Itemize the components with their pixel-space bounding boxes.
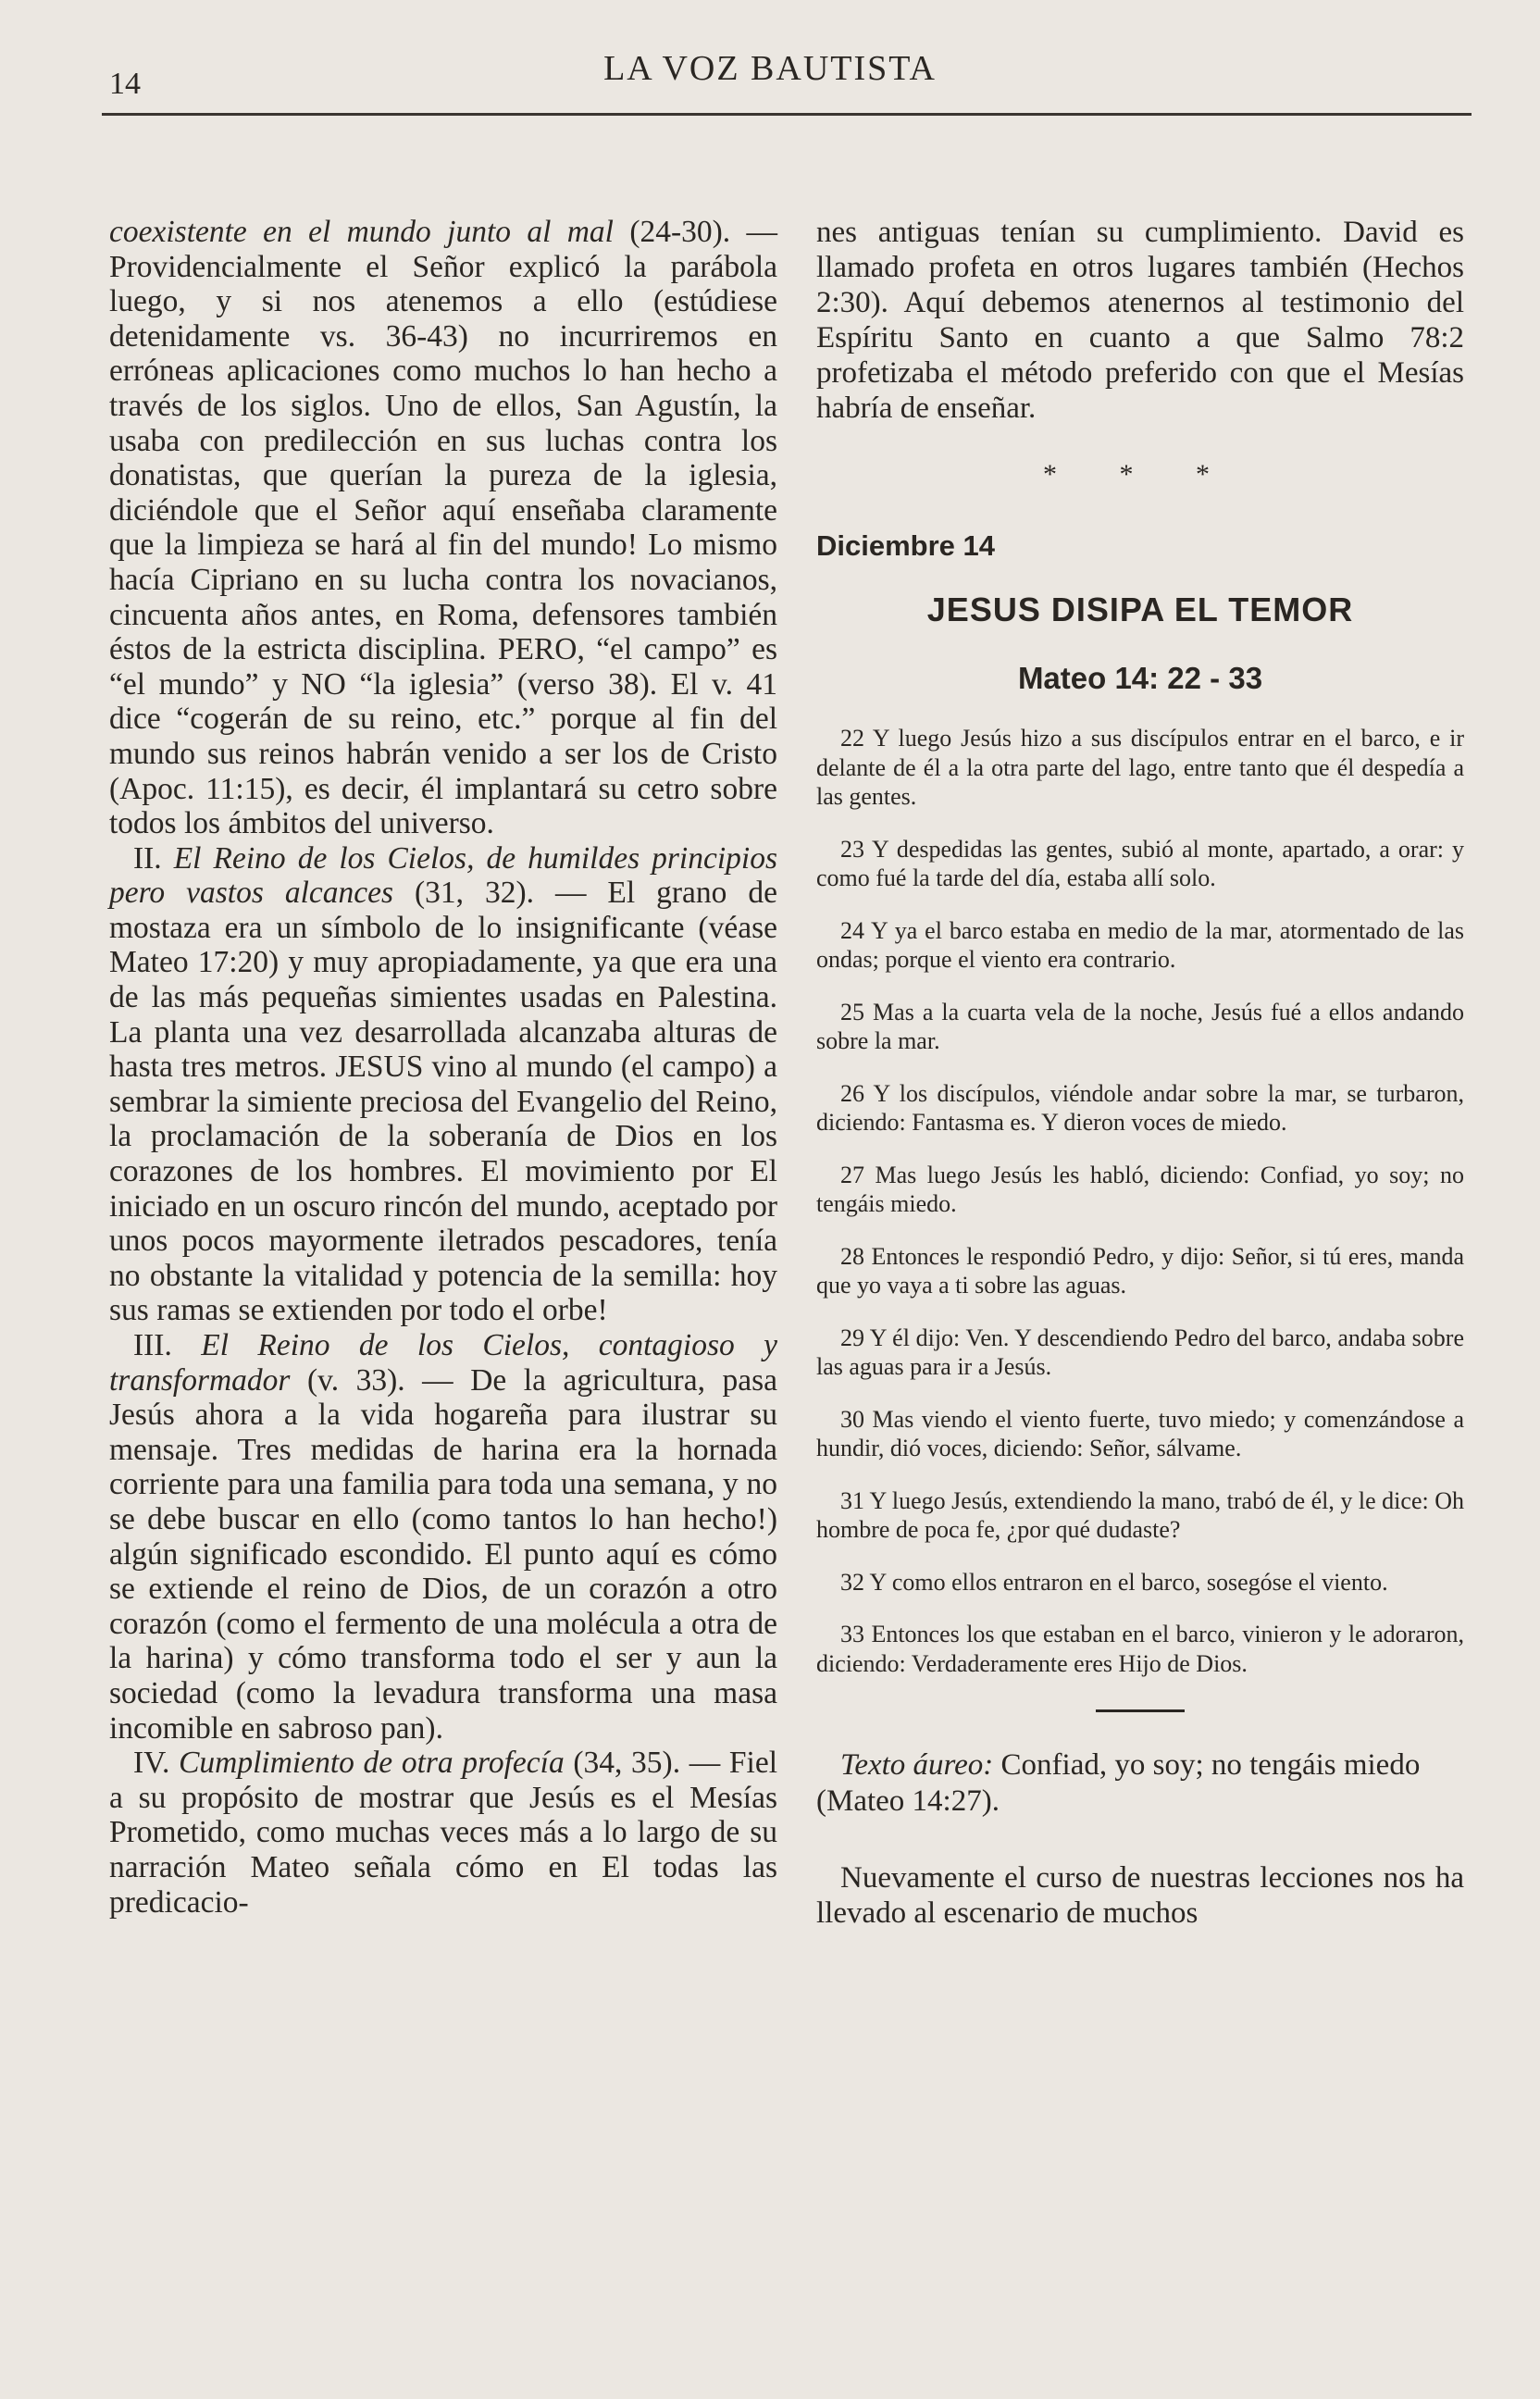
paragraph-closing: Nuevamente el curso de nuestras lecciones nos ha llevado al escenario de muchos <box>816 1861 1464 1930</box>
section-heading-italic: El Reino de los Cielos, de humildes principios pero vastos alcances <box>109 840 777 911</box>
lesson-date: Diciembre 14 <box>816 529 995 562</box>
section-number: IV. <box>133 1746 180 1781</box>
verse: 28 Entonces le respondió Pedro, y dijo: Señor, si tú eres, manda que yo vaya a ti sobre las aguas. <box>816 1242 1464 1299</box>
divider-rule <box>1096 1709 1185 1712</box>
running-title: LA VOZ BAUTISTA <box>603 49 937 88</box>
scripture-reference: Mateo 14: 22 - 33 <box>1017 661 1263 695</box>
paragraph-section-2 <box>109 841 777 1328</box>
verse: 30 Mas viendo el viento fuerte, tuvo miedo; y comenzándose a hundir, dió voces, diciendo: Señor, sálvame. <box>816 1405 1464 1461</box>
paragraph-text: (24-30). — Providencialmente el Señor explicó la parábola luego, y si nos atenemos a ello (estúdiese detenidamente vs. 36-43) no incurriremos en erróneas aplicaciones como muchos lo han hecho a través de los siglos. Uno de ellos, San Agustín, la usaba con predilección en sus luchas contra los donatistas, que querían la pureza de la iglesia, diciéndole que el Señor aquí enseñaba claramente que la limpieza se hará al fin del mundo! Lo mismo hacía Cipriano en su lucha contra los novacianos, cincuenta años antes, en Roma, defensores también éstos de la estricta disciplina. PERO, “el campo” es “el mundo” y NO “la iglesia” (verso 38). El v. 41 dice “cogerán de su reino, etc.” porque al fin del mundo sus reinos habrán venido a ser los de Cristo (Apoc. 11:15), es decir, él implantará su cetro sobre todos los ámbitos del universo. <box>109 215 777 841</box>
verse-list <box>816 724 1464 1678</box>
section-number: II. <box>133 840 174 876</box>
verse: 31 Y luego Jesús, extendiendo la mano, trabó de él, y le dice: Oh hombre de poca fe, ¿por qué dudaste? <box>816 1486 1464 1543</box>
verse: 24 Y ya el barco estaba en medio de la mar, atormentado de las ondas; porque el viento era contrario. <box>816 916 1464 973</box>
paragraph-section-3 <box>109 1328 777 1746</box>
verse: 23 Y despedidas las gentes, subió al monte, apartado, a orar: y como fué la tarde del día, estaba allí solo. <box>816 835 1464 891</box>
verse: 32 Y como ellos entraron en el barco, sosegóse el viento. <box>840 1568 1388 1596</box>
page-number: 14 <box>109 67 141 101</box>
paragraph-text: (31, 32). — El grano de mostaza era un símbolo de lo insignificante (véase Mateo 17:20) y muy apropiadamente, ya que era una de las más pequeñas simientes usadas en Palestina. La planta una vez desarrollada alcanzaba alturas de hasta tres metros. JESUS vino al mundo (el campo) a sembrar la simiente preciosa del Evangelio del Reino, la proclamación de la soberanía de Dios en los corazones de los hombres. El movimiento por El iniciado en un oscuro rincón del mundo, aceptado por unos pocos mayormente iletrados pescadores, tenía no obstante la vitalidad y potencia de la semilla: hoy sus ramas se extienden por todo el orbe! <box>109 876 777 1328</box>
paragraph-continued: nes antiguas tenían su cumplimiento. David es llamado profeta en otros lugares también (Hechos 2:30). Aquí debemos atenernos al testimonio del Espíritu Santo en cuanto a que Salmo 78:2 profetizaba el método preferido con que el Mesías habría de enseñar. <box>816 216 1464 425</box>
section-heading-italic: Cumplimiento de otra profecía <box>179 1746 565 1781</box>
verse: 25 Mas a la cuarta vela de la noche, Jesús fué a ellos andando sobre la mar. <box>816 998 1464 1054</box>
golden-text-label: Texto áureo: <box>840 1748 994 1782</box>
section-heading-italic: coexistente en el mundo junto al mal <box>109 215 614 249</box>
section-separator-stars: * * * <box>1043 459 1237 490</box>
verse: 29 Y él dijo: Ven. Y descendiendo Pedro del barco, andaba sobre las aguas para ir a Jesús. <box>816 1324 1464 1380</box>
right-column <box>816 215 1464 1931</box>
verse: 27 Mas luego Jesús les habló, diciendo: Confiad, yo soy; no tengáis miedo. <box>816 1161 1464 1217</box>
verse: 22 Y luego Jesús hizo a sus discípulos entrar en el barco, e ir delante de él a la otra parte del lago, entre tanto que él despedía a las gentes. <box>816 725 1464 810</box>
section-number: III. <box>133 1328 202 1362</box>
paragraph-continued <box>109 215 777 841</box>
section-heading-italic: El Reino de los Cielos, contagioso y transformador <box>109 1328 777 1398</box>
verse: 26 Y los discípulos, viéndole andar sobre la mar, se turbaron, diciendo: Fantasma es. Y dieron voces de miedo. <box>816 1079 1464 1136</box>
golden-text-verse: Confiad, yo soy; no tengáis miedo (Mateo 14:27). <box>816 1748 1421 1818</box>
paragraph-text: (34, 35). — Fiel a su propósito de mostrar que Jesús es el Mesías Prometido, como muchas veces más a lo largo de su narración Mateo señala cómo en El todas las predicacio- <box>109 1746 778 1920</box>
golden-text <box>816 1747 1464 1820</box>
lesson-title: JESUS DISIPA EL TEMOR <box>926 590 1354 628</box>
left-column <box>109 215 777 1920</box>
header-rule <box>102 113 1472 116</box>
paragraph-section-4 <box>109 1746 777 1920</box>
paragraph-text: (v. 33). — De la agricultura, pasa Jesús ahora a la vida hogareña para ilustrar su mensaje. Tres medidas de harina era la hornada corriente para una familia para toda una semana, y no se debe buscar en ello (como tantos lo han hecho!) algún significado escondido. El punto aquí es cómo se extiende el reino de Dios, de un corazón a otro corazón (como el fermento de una molécula a otra de la harina) y cómo transforma todo el ser y aun la sociedad (como la levadura transforma una masa incomible en sabroso pan). <box>109 1362 777 1746</box>
verse: 33 Entonces los que estaban en el barco, vinieron y le adoraron, diciendo: Verdaderamente eres Hijo de Dios. <box>816 1621 1464 1677</box>
